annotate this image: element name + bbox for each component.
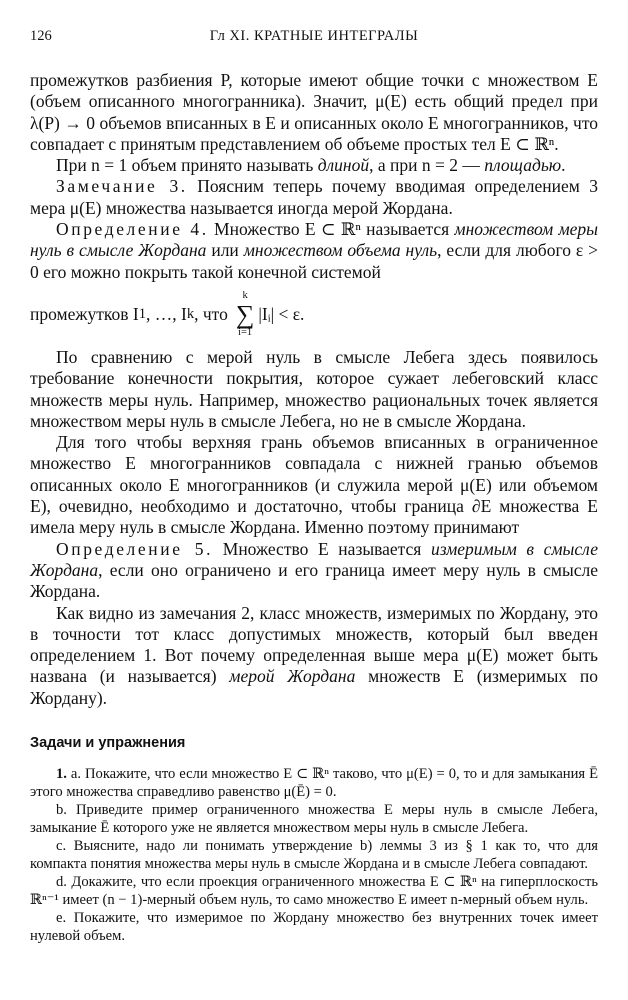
remark-3: Замечание 3. Поясним теперь почему вводимая определением 3 мера μ(E) множества называется иногда мерой Жордана. [30, 176, 598, 218]
exercises-list [30, 765, 598, 945]
term-length: длиной [317, 155, 370, 176]
paragraph-length-area: При n = 1 объем принято называть длиной, а при n = 2 — площадью. [56, 155, 566, 176]
exercises-title: Задачи и упражнения [30, 735, 186, 752]
exercise-1b: b. Приведите пример ограниченного множества E меры нуль в смысле Лебега, замыкание Ē которого уже не является множеством меры нуль в смысле Лебега. [30, 802, 598, 837]
exercise-1c: c. Выясните, надо ли понимать утверждение b) леммы 3 из § 1 как то, что для компакта понятия множества меры нуль в смысле Жордана и в смысле Лебега совпадают. [30, 838, 598, 873]
summation: k ∑ i=1 [235, 290, 255, 338]
exercise-1e: e. Покажите, что измеримое по Жордану множество без внутренних точек имеет нулевой объем. [30, 910, 598, 945]
page-number: 126 [30, 28, 52, 44]
term-jordan-measurable: измеримым в смысле Жордана [30, 538, 598, 580]
term-area: площадью [484, 155, 562, 176]
paragraph-continuation: промежутков разбиения P, которые имеют общие точки с множеством E (объем описанного многогранника). Значит, μ(E) есть общий предел при λ(P) → 0 объемов вписанных в E и описанных около E многогранников, что совпадает с принятым представлением об объеме простых тел E ⊂ ℝⁿ. [30, 70, 598, 154]
exercise-1d: d. Докажите, что если проекция ограниченного множества E ⊂ ℝⁿ на гиперплоскость ℝⁿ⁻¹ имеет (n − 1)-мерный объем нуль, то само множество E имеет n-мерный объем нуль. [30, 874, 598, 909]
exercise-1a: 1. a. Покажите, что если множество E ⊂ ℝⁿ таково, что μ(E) = 0, то и для замыкания Ē этого множества справедливо равенство μ(Ē) = 0. [30, 766, 598, 801]
definition-5: Определение 5. Множество E называется измеримым в смысле Жордана, если оно ограничено и его граница имеет меру нуль в смысле Жордана. [30, 538, 598, 602]
paragraph-lebesgue-comparison: По сравнению с мерой нуль в смысле Лебега здесь появилось требование конечности покрытия, которое сужает лебеговский класс множеств меры нуль. Например, множество рациональных точек является множеством меры нуль в смысле Лебега, но не в смысле Жордана. [30, 346, 598, 431]
term-zero-volume-set: множеством объема нуль [243, 240, 438, 261]
paragraph-boundary: Для того чтобы верхняя грань объемов вписанных в ограниченное множество E многогранников совпадала с нижней гранью объемов описанных около E многогранников (и служила мерой μ(E) или объемом E), очевидно, необходимо и достаточно, чтобы граница ∂E множества E имела меру нуль в смысле Жордана. Именно поэтому принимают [30, 432, 598, 538]
definition-label: Определение 5. [56, 538, 214, 559]
page-header [30, 28, 598, 48]
term-jordan-null-set: множеством меры нуль в смысле Жордана [30, 219, 598, 261]
formula-line: промежутков I 1 , …, I k , что k ∑ i=1 |Iᵢ| < ε. [30, 290, 305, 338]
remark-label: Замечание 3. [56, 176, 188, 197]
paragraph-jordan-measure: Как видно из замечания 2, класс множеств, измеримых по Жордану, это в точности тот класс допустимых множеств, который был введен определением 1. Вот почему определенная выше мера μ(E) может быть названа (и называется) мерой Жордана множеств E (измеримых по Жордану). [30, 602, 599, 708]
definition-label: Определение 4. [56, 219, 209, 240]
main-text [30, 70, 598, 709]
running-head: Гл XI. КРАТНЫЕ ИНТЕГРАЛЫ [209, 28, 419, 44]
definition-4: Определение 4. Множество E ⊂ ℝⁿ называется множеством меры нуль в смысле Жордана или множеством объема нуль, если для любого ε > 0 его можно покрыть такой конечной системой [30, 219, 599, 282]
term-jordan-measure: мерой Жордана [229, 666, 356, 687]
sigma-symbol: ∑ [235, 299, 255, 329]
